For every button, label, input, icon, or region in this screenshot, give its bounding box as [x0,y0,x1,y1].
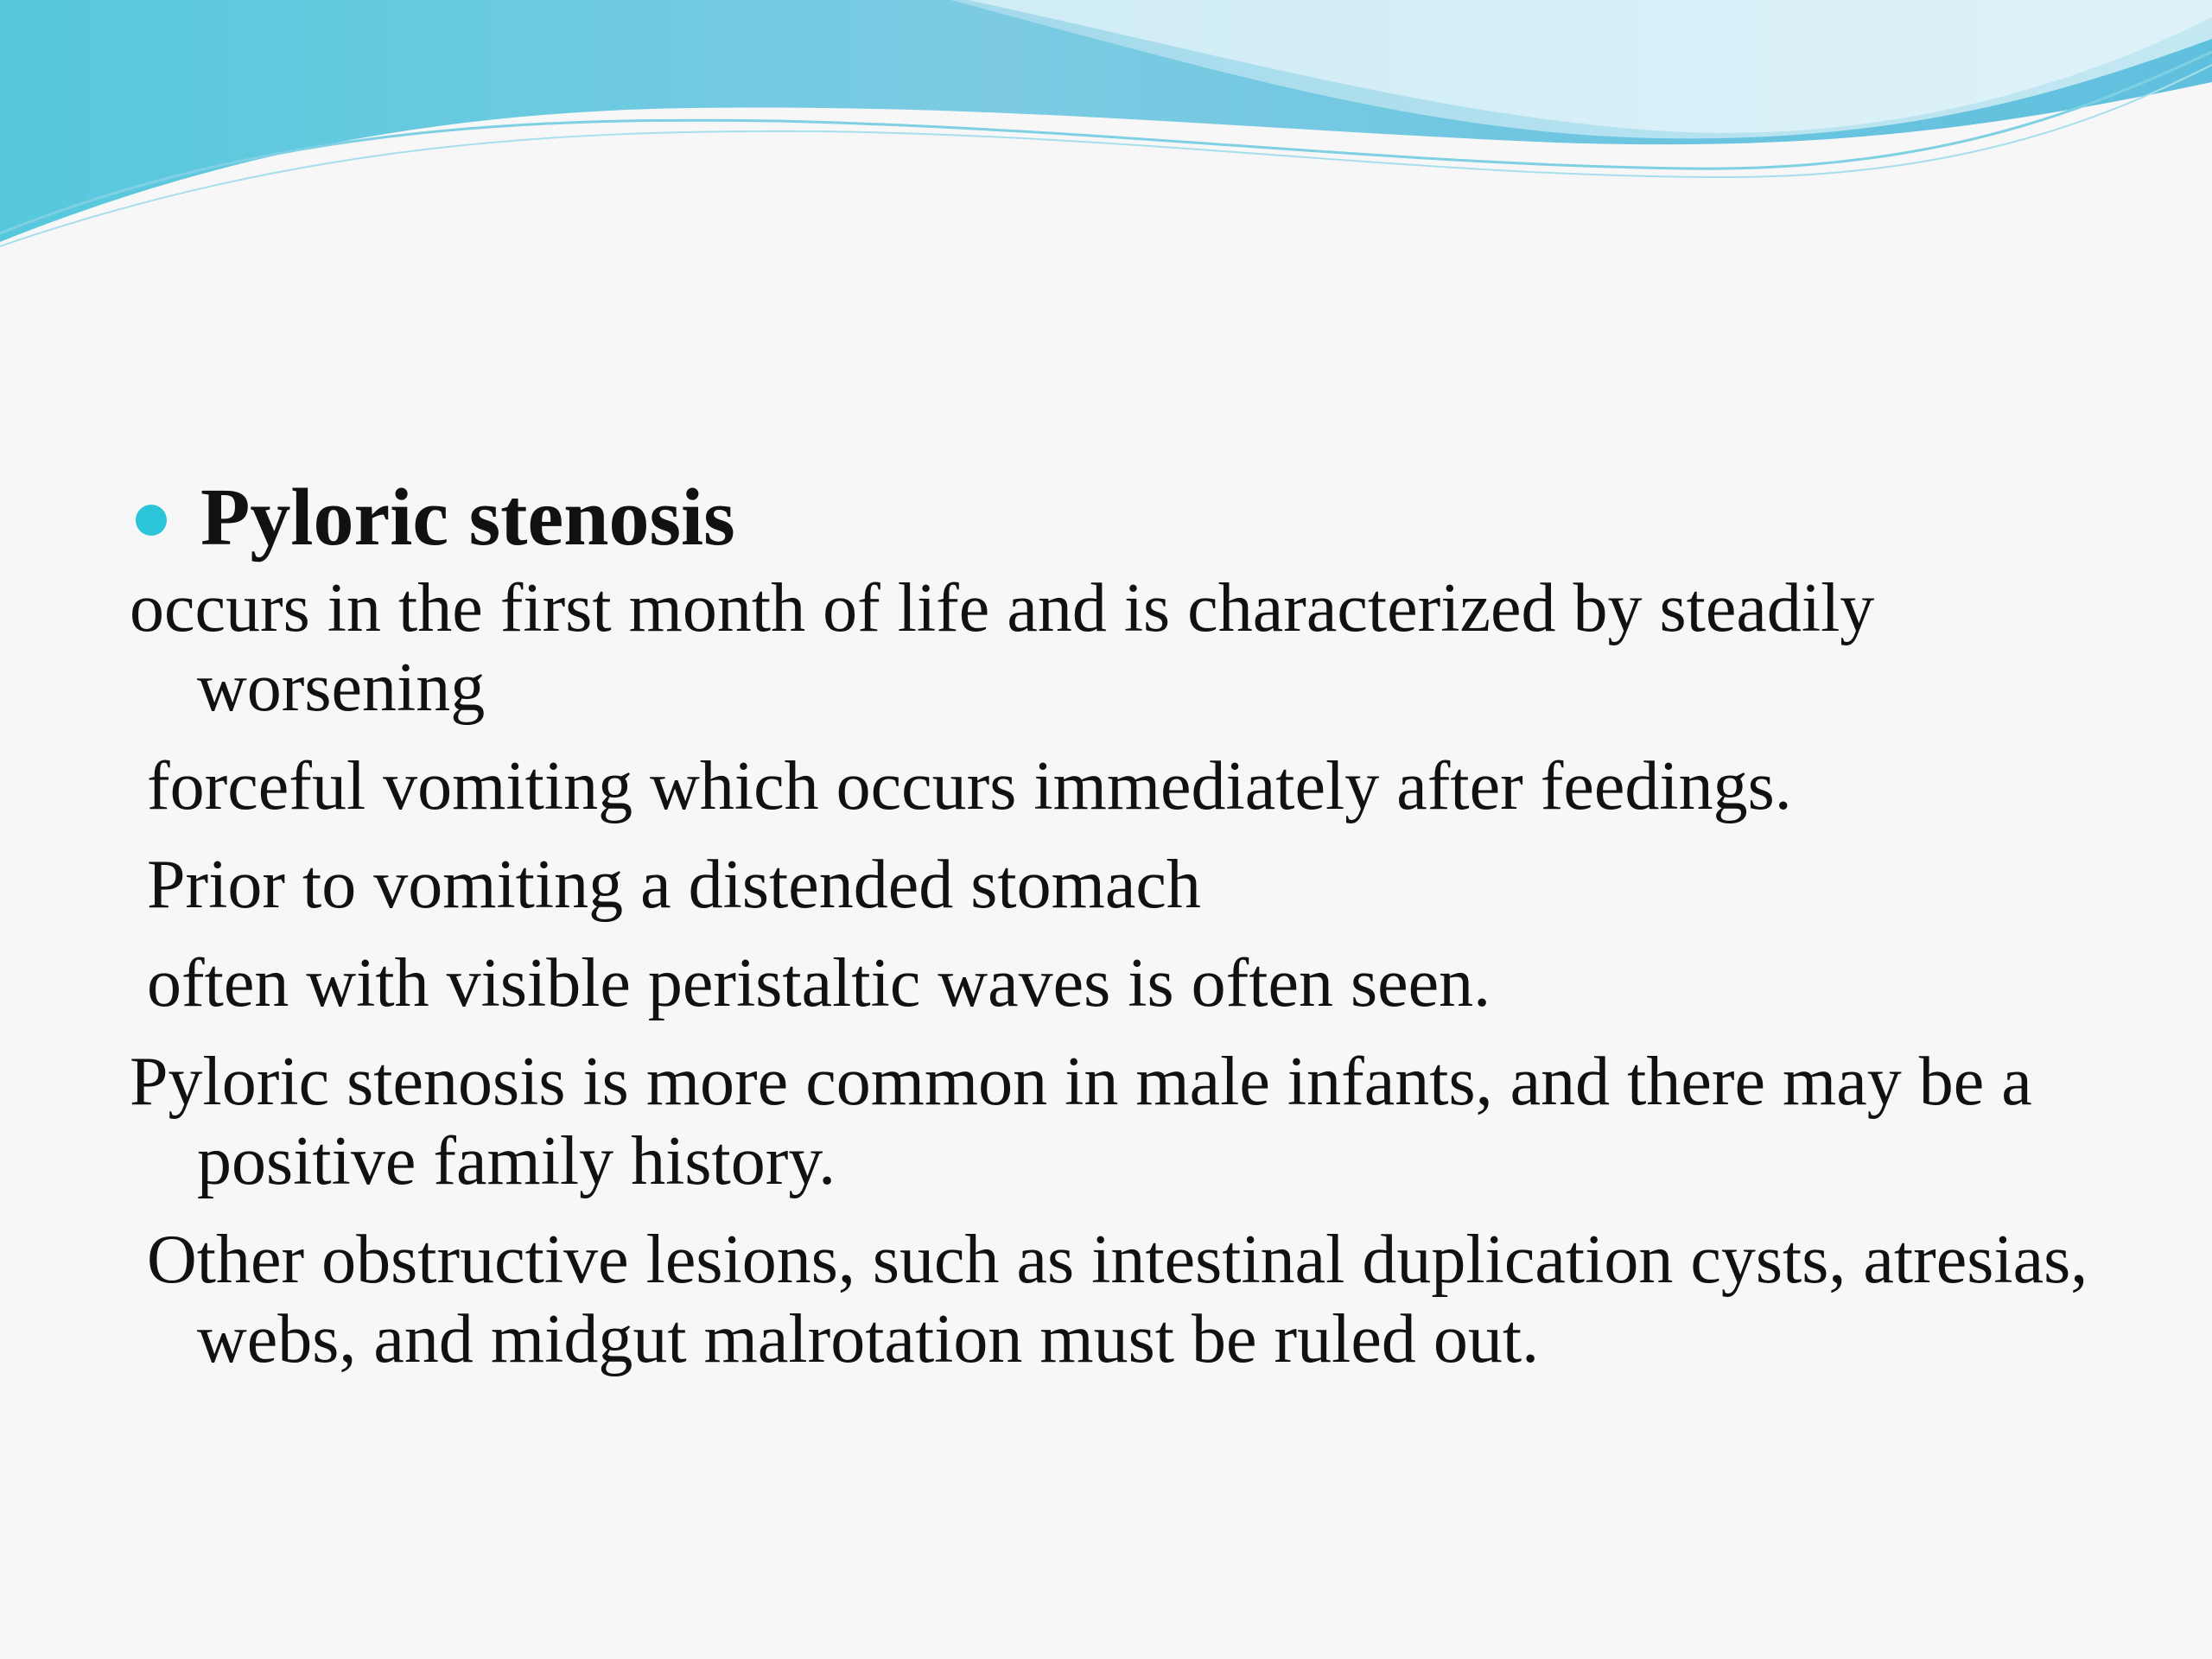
bullet-heading-row [200,467,2082,569]
bullet-dot-icon [136,505,167,536]
paragraph-vomiting: forceful vomiting which occurs immediately after feedings. [147,748,1792,824]
paragraph-male-infants: Pyloric stenosis is more common in male infants, and there may be a positive family history. [130,1044,2032,1199]
paragraph-other-lesions: Other obstructive lesions, such as intestinal duplication cysts, atresias, webs, and midgut malrotation must be ruled out. [147,1222,2088,1377]
paragraph-onset: occurs in the first month of life and is characterized by steadily worsening [130,570,1875,726]
slide-heading: Pyloric stenosis [200,473,735,563]
slide-body [130,467,2088,1398]
paragraph-distended-stomach: Prior to vomiting a distended stomach [147,847,1201,923]
paragraph-peristaltic-waves: often with visible peristaltic waves is often seen. [147,945,1491,1021]
header-wave-decoration [0,0,2212,259]
